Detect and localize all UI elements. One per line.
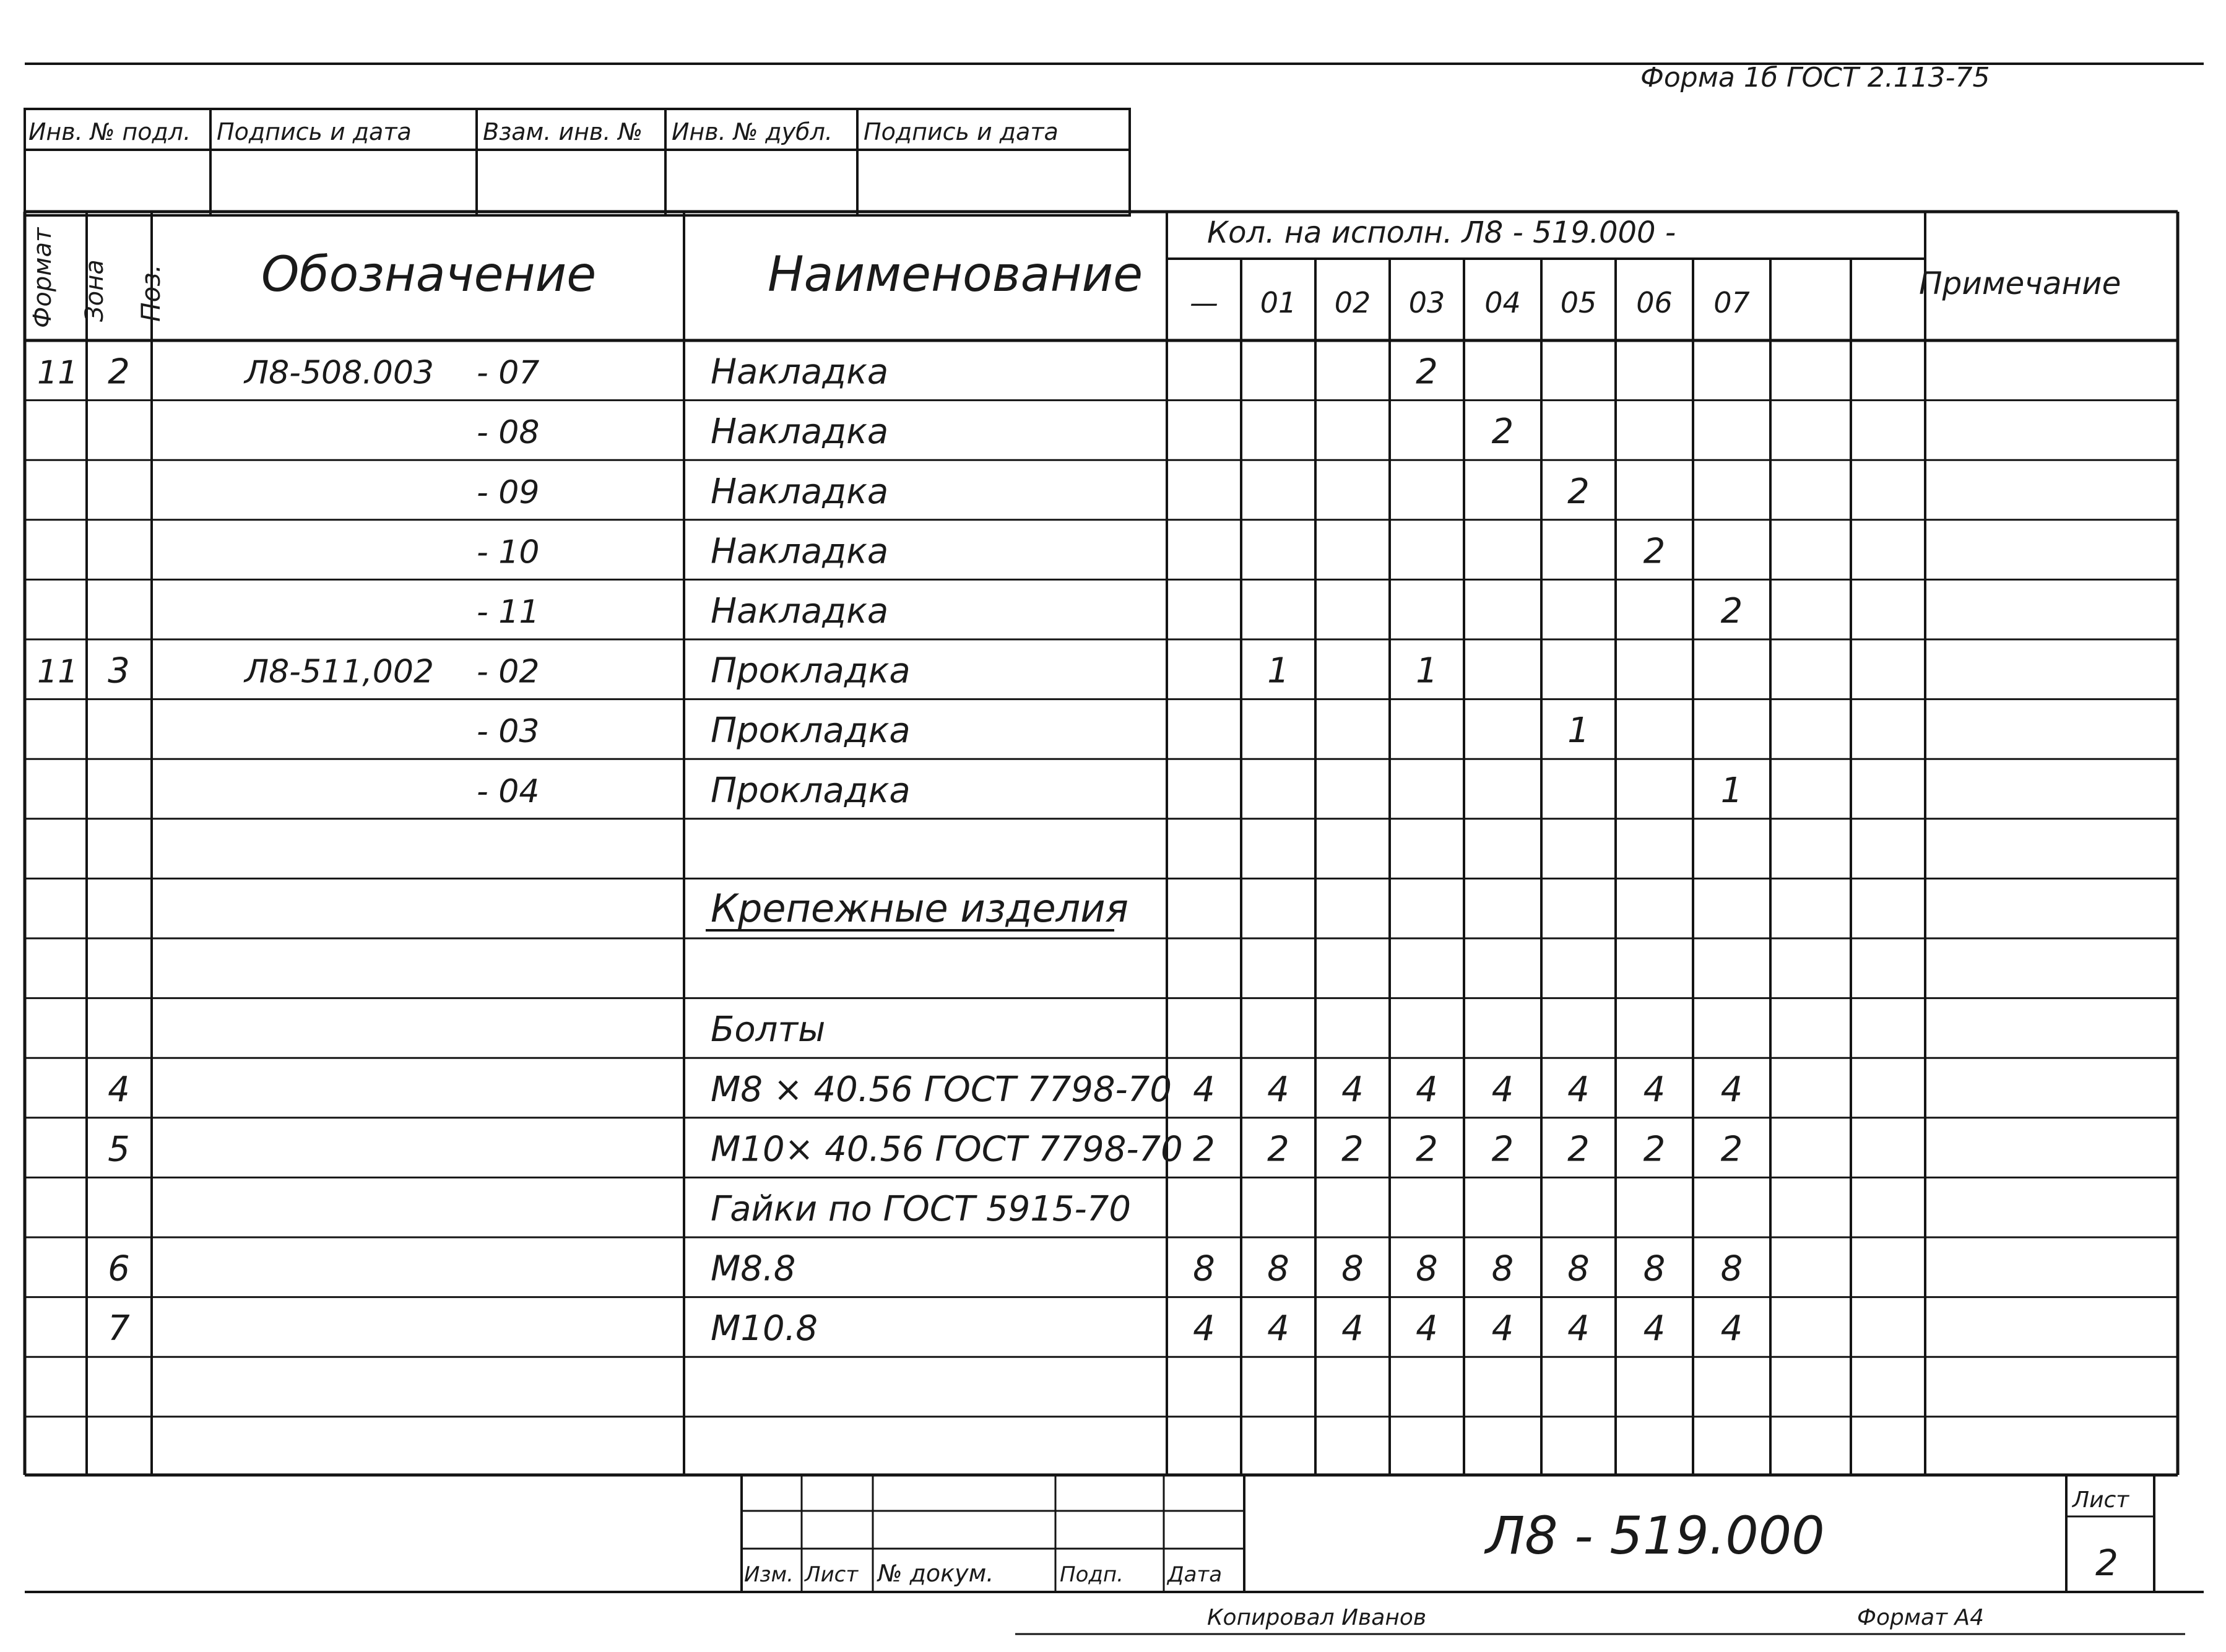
row-name: Болты	[711, 1010, 826, 1050]
table-row	[25, 1177, 2178, 1229]
form-label: Форма 1б ГОСТ 2.113-75	[1640, 62, 1990, 93]
table-row	[25, 1118, 2178, 1170]
archive-header-inv-dubl: Инв. № дубл.	[672, 118, 833, 145]
row-name: Прокладка	[711, 711, 911, 751]
row-qty: 4	[1341, 1308, 1364, 1349]
row-qty: 4	[1567, 1069, 1590, 1110]
table-rows	[25, 352, 2178, 1417]
archive-header-podpis-data: Подпись и дата	[217, 118, 412, 145]
row-qty: 4	[1267, 1308, 1289, 1349]
row-qty: 2	[1720, 1129, 1743, 1170]
footer-format: Формат А4	[1857, 1605, 1985, 1630]
footer-copied: Копировал Иванов	[1207, 1605, 1427, 1630]
row-qty: 4	[1416, 1069, 1438, 1110]
table-row	[25, 639, 2178, 691]
row-pos: 3	[108, 651, 130, 691]
header-name: Наименование	[768, 247, 1143, 303]
title-label-izm: Изм.	[744, 1562, 794, 1587]
row-suffix: - 10	[477, 534, 540, 571]
row-qty: 4	[1643, 1308, 1666, 1349]
archive-strip	[25, 109, 1130, 215]
section-title: Крепежные изделия	[711, 885, 1128, 931]
row-qty: 8	[1567, 1248, 1590, 1289]
row-name: М10× 40.56 ГОСТ 7798-70	[711, 1129, 1183, 1170]
sheet-label: Лист	[2072, 1487, 2129, 1513]
table-row	[25, 699, 2178, 751]
row-qty: 2	[1567, 471, 1590, 512]
sheet-number: 2	[2095, 1542, 2118, 1584]
variant-header: 04	[1484, 286, 1521, 319]
row-qty: 8	[1720, 1248, 1743, 1289]
row-format: 11	[37, 354, 79, 392]
row-qty: 2	[1416, 352, 1438, 392]
variant-header: 07	[1713, 286, 1750, 319]
table-row	[25, 579, 2178, 631]
header-qty-group: Кол. на исполн. Л8 - 519.000 -	[1207, 215, 1676, 250]
row-name: Накладка	[711, 412, 889, 452]
row-qty: 2	[1643, 1129, 1666, 1170]
row-qty: 2	[1491, 1129, 1514, 1170]
row-name: Прокладка	[711, 770, 911, 811]
table-row	[25, 998, 2178, 1050]
header-zone: Зона	[80, 259, 109, 322]
title-block	[25, 1475, 2204, 1592]
row-qty: 2	[1267, 1129, 1289, 1170]
row-name: Прокладка	[711, 651, 911, 691]
row-name: Гайки по ГОСТ 5915-70	[711, 1188, 1131, 1229]
row-suffix: - 04	[477, 772, 540, 810]
variant-header: 03	[1408, 286, 1445, 319]
row-suffix: - 08	[477, 414, 540, 452]
row-name: М8 × 40.56 ГОСТ 7798-70	[711, 1069, 1172, 1110]
row-name: Накладка	[711, 352, 889, 392]
row-qty: 2	[1416, 1129, 1438, 1170]
variant-header: 01	[1260, 286, 1297, 319]
header-format: Формат	[28, 227, 57, 328]
row-qty: 2	[1193, 1129, 1215, 1170]
archive-header-inv-podl: Инв. № подл.	[28, 118, 191, 145]
row-qty: 4	[1643, 1069, 1666, 1110]
title-label-doc-number: № докум.	[878, 1560, 994, 1587]
table-row	[25, 460, 2178, 512]
table-grid	[25, 212, 2178, 1475]
header-designation: Обозначение	[261, 247, 597, 303]
table-row	[25, 759, 2178, 811]
row-qty: 4	[1416, 1308, 1438, 1349]
header-note: Примечание	[1919, 266, 2121, 301]
archive-header-vzam-inv: Взам. инв. №	[483, 118, 643, 145]
row-qty: 1	[1267, 651, 1289, 691]
row-qty: 2	[1720, 590, 1743, 631]
row-qty: 1	[1567, 711, 1590, 751]
row-qty: 8	[1416, 1248, 1438, 1289]
row-pos: 4	[108, 1069, 130, 1110]
row-qty: 2	[1567, 1129, 1590, 1170]
row-qty: 4	[1193, 1308, 1215, 1349]
variant-header: 02	[1334, 286, 1371, 319]
row-pos: 5	[108, 1129, 130, 1170]
row-qty: 4	[1567, 1308, 1590, 1349]
archive-header-podpis-data-2: Подпись и дата	[864, 118, 1059, 145]
row-qty: 8	[1267, 1248, 1289, 1289]
row-pos: 6	[108, 1248, 130, 1289]
row-qty: 2	[1491, 412, 1514, 452]
row-qty: 4	[1193, 1069, 1215, 1110]
table-row	[25, 1297, 2178, 1349]
title-label-list: Лист	[805, 1562, 859, 1587]
row-suffix: - 03	[477, 713, 540, 751]
header-pos: Поз.	[136, 264, 166, 322]
table-row	[25, 1058, 2178, 1110]
row-name: М8.8	[711, 1248, 796, 1289]
row-suffix: - 07	[477, 354, 540, 392]
row-qty: 4	[1491, 1308, 1514, 1349]
row-name: Накладка	[711, 590, 889, 631]
table-row	[25, 878, 2178, 931]
row-pos: 7	[108, 1308, 130, 1349]
document-code: Л8 - 519.000	[1486, 1505, 1825, 1566]
row-qty: 4	[1267, 1069, 1289, 1110]
table-row	[37, 352, 1438, 392]
row-name: Накладка	[711, 531, 889, 572]
table-row	[25, 1237, 2178, 1289]
table-row	[25, 520, 2178, 572]
variant-header: —	[1190, 286, 1218, 319]
row-qty: 8	[1193, 1248, 1215, 1289]
row-qty: 8	[1491, 1248, 1514, 1289]
title-label-data: Дата	[1167, 1562, 1223, 1587]
row-suffix: - 02	[477, 653, 540, 691]
row-qty: 8	[1643, 1248, 1666, 1289]
variant-headers	[1190, 286, 1750, 319]
row-name: М10.8	[711, 1308, 818, 1349]
row-suffix: - 09	[477, 474, 540, 511]
variant-header: 06	[1636, 286, 1673, 319]
spec-table	[25, 212, 2178, 1475]
row-designation: Л8-508.003	[245, 354, 434, 392]
table-row	[25, 400, 2178, 452]
row-qty: 4	[1720, 1069, 1743, 1110]
row-format: 11	[37, 653, 79, 691]
row-qty: 2	[1643, 531, 1666, 572]
row-suffix: - 11	[477, 593, 540, 631]
row-qty: 2	[1341, 1129, 1364, 1170]
row-pos: 2	[108, 352, 130, 392]
row-qty: 4	[1341, 1069, 1364, 1110]
row-qty: 1	[1416, 651, 1438, 691]
row-name: Накладка	[711, 471, 889, 512]
title-label-podp: Подп.	[1060, 1562, 1124, 1587]
row-qty: 8	[1341, 1248, 1364, 1289]
row-qty: 4	[1720, 1308, 1743, 1349]
variant-header: 05	[1560, 286, 1597, 319]
row-designation: Л8-511,002	[245, 653, 434, 691]
row-qty: 4	[1491, 1069, 1514, 1110]
row-qty: 1	[1720, 770, 1743, 811]
